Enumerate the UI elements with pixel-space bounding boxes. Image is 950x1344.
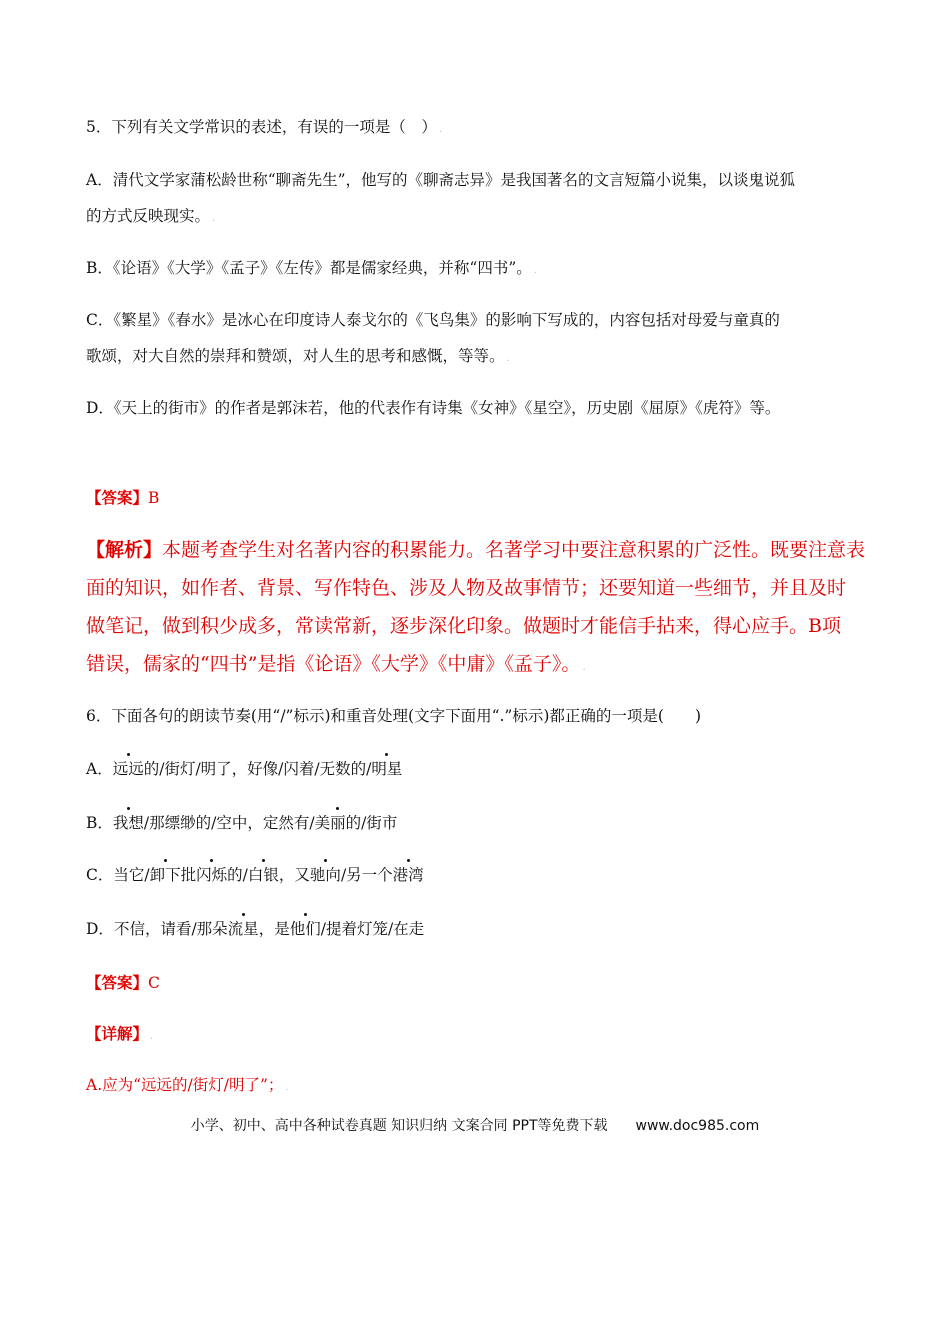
question-5-answer: 【答案】B — [86, 488, 160, 507]
question-6-option-a: A．远远的/街灯/明了，好像/闪着/无数的/明星 — [86, 760, 403, 778]
question-5-option-c-line1: C．《繁星》《春水》是冰心在印度诗人泰戈尔的《飞鸟集》的影响下写成的，内容包括对母爱与童真的 — [86, 311, 780, 329]
question-5-analysis-line2: 面的知识，如作者、背景、写作特色、涉及人物及故事情节；还要知道一些细节，并且及时 — [86, 577, 847, 599]
question-6-answer: 【答案】C — [86, 973, 160, 992]
question-5-stem: 5．下列有关文学常识的表述，有误的一项是（ ） . — [86, 118, 443, 136]
stress-dots: 他们 — [289, 920, 321, 938]
stress-dots: 我想 — [112, 814, 144, 832]
stress-dots: 卸下 — [149, 866, 181, 884]
stress-dots: 明星 — [371, 760, 403, 778]
stress-dots: 港湾 — [392, 866, 424, 884]
question-5-option-a-line2: 的方式反映现实。 . — [86, 207, 216, 225]
stress-dots: 白银 — [247, 866, 279, 884]
stress-dots: 闪烁 — [196, 866, 228, 884]
question-6-option-d: D．不信，请看/那朵流星，是他们/提着灯笼/在走 — [86, 920, 425, 938]
question-6-option-c: C．当它/卸下批闪烁的/白银，又驰向/另一个港湾 — [86, 866, 424, 884]
stress-dots: 流星 — [227, 920, 259, 938]
question-5-option-b: B．《论语》《大学》《孟子》《左传》都是儒家经典，并称“四书”。 . — [86, 259, 537, 277]
question-5-analysis-line1: 【解析】本题考查学生对名著内容的积累能力。名著学习中要注意积累的广泛性。既要注意表 — [86, 539, 866, 561]
question-6-option-b: B．我想/那缥缈的/空中，定然有/美丽的/街市 — [86, 814, 398, 832]
stress-dots: 美丽的 — [314, 814, 362, 832]
question-5-option-d: D．《天上的街市》的作者是郭沫若，他的代表作有诗集《女神》《星空》，历史剧《屈原》《虎符》等。 — [86, 399, 781, 417]
stress-dots: 远远 — [112, 760, 144, 778]
page-footer: 小学、初中、高中各种试卷真题 知识归纳 文案合同 PPT等免费下载 www.doc985.com — [190, 1118, 760, 1134]
question-5-analysis-line3: 做笔记，做到积少成多，常读常新，逐步深化印象。做题时才能信手拈来，得心应手。B项 — [86, 615, 841, 637]
question-5-analysis-line4: 错误，儒家的“四书”是指《论语》《大学》《中庸》《孟子》。 . — [86, 653, 586, 675]
question-5-option-a-line1: A．清代文学家蒲松龄世称“聊斋先生”，他写的《聊斋志异》是我国著名的文言短篇小说集，以谈鬼说狐 — [86, 171, 796, 189]
question-6-detail-a: A.应为“远远的/街灯/明了”； . — [86, 1076, 289, 1094]
question-5-option-c-line2: 歌颂，对大自然的崇拜和赞颂，对人生的思考和感慨，等等。 . — [86, 347, 510, 365]
question-6-stem: 6．下面各句的朗读节奏(用“/”标示)和重音处理(文字下面用“.”标示)都正确的一项是( ) — [86, 707, 701, 725]
question-6-detail-label: 【详解】 . — [86, 1024, 154, 1043]
stress-dots: 驰向 — [309, 866, 341, 884]
